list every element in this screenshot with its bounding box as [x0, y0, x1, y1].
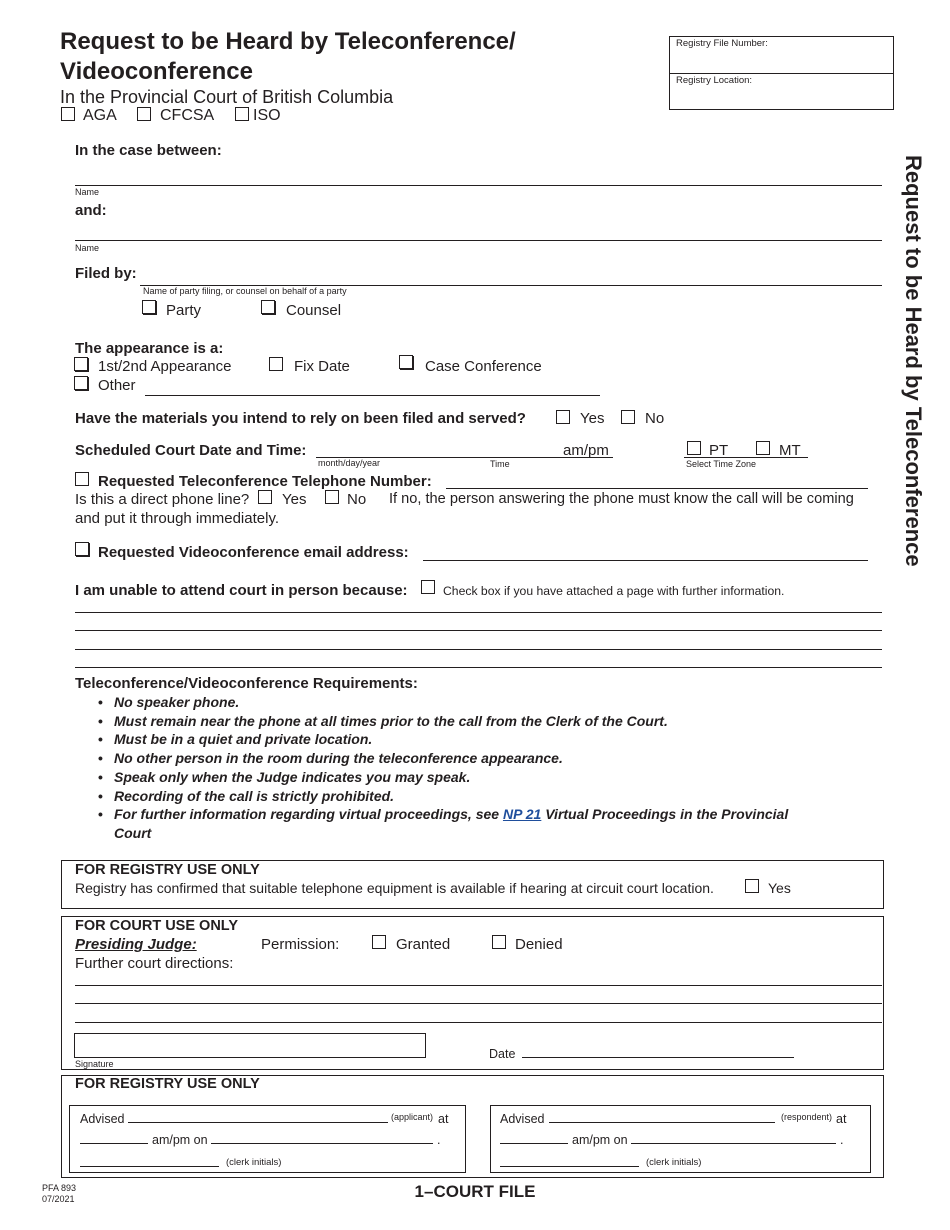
- party2-name-line[interactable]: [75, 240, 882, 241]
- respondent-time-line[interactable]: [500, 1143, 568, 1144]
- denied-label: Denied: [515, 936, 563, 953]
- applicant-time-line[interactable]: [80, 1143, 148, 1144]
- requirement-item: • Must be in a quiet and private location.: [98, 730, 868, 749]
- respondent-caption: (respondent): [781, 1112, 833, 1122]
- materials-yes-label: Yes: [580, 410, 605, 427]
- mt-checkbox[interactable]: [756, 441, 770, 455]
- permission-label: Permission:: [261, 936, 340, 953]
- granted-checkbox[interactable]: [372, 935, 386, 949]
- other-checkbox[interactable]: [74, 376, 88, 390]
- applicant-date-line[interactable]: [211, 1143, 433, 1144]
- respondent-at-label: at: [836, 1112, 847, 1126]
- np21-link[interactable]: NP 21: [502, 806, 542, 823]
- materials-yes-checkbox[interactable]: [556, 410, 570, 424]
- iso-label: ISO: [253, 107, 281, 124]
- pt-checkbox[interactable]: [687, 441, 701, 455]
- other-specify-line[interactable]: [145, 395, 600, 396]
- signature-box[interactable]: [74, 1033, 426, 1058]
- applicant-ampm-label: am/pm on: [152, 1133, 208, 1147]
- videoconference-checkbox[interactable]: [75, 542, 89, 556]
- requirement-item: • Speak only when the Judge indicates you may speak.: [98, 768, 868, 787]
- iso-checkbox[interactable]: [235, 107, 249, 121]
- further-info-prefix: For further information regarding virtual proceedings, see: [114, 806, 503, 823]
- unable-label: I am unable to attend court in person because:: [75, 582, 408, 599]
- applicant-advised-label: Advised: [80, 1112, 125, 1126]
- further-directions-label: Further court directions:: [75, 955, 234, 972]
- applicant-clerk-caption: (clerk initials): [226, 1157, 282, 1168]
- time-zone-caption: Select Time Zone: [686, 459, 757, 469]
- further-info-suffix-line2: Court: [114, 824, 152, 841]
- filed-by-caption: Name of party filing, or counsel on behalf of a party: [143, 286, 347, 296]
- directions-line[interactable]: [75, 1022, 882, 1023]
- telephone-number-line[interactable]: [446, 488, 868, 489]
- respondent-date-line[interactable]: [631, 1143, 836, 1144]
- court-use-title: FOR COURT USE ONLY: [75, 918, 239, 934]
- case-conference-label: Case Conference: [425, 358, 542, 375]
- fix-date-label: Fix Date: [294, 358, 350, 375]
- materials-no-checkbox[interactable]: [621, 410, 635, 424]
- further-info-suffix: Virtual Proceedings in the Provincial: [541, 806, 789, 823]
- respondent-name-line[interactable]: [549, 1122, 775, 1123]
- reason-line[interactable]: [75, 612, 882, 613]
- cfcsa-label: CFCSA: [160, 107, 215, 124]
- requirement-item-further-info: [98, 805, 868, 842]
- registry-equipment-yes-checkbox[interactable]: [745, 879, 759, 893]
- respondent-period: .: [840, 1133, 844, 1147]
- respondent-advised-label: Advised: [500, 1112, 545, 1126]
- side-title-text: Request to be Heard by Teleconference: [901, 155, 926, 567]
- materials-no-label: No: [645, 410, 665, 427]
- registry-location-label: Registry Location:: [676, 75, 753, 86]
- copy-designation: 1–COURT FILE: [414, 1182, 536, 1201]
- registry-equipment-text: Registry has confirmed that suitable telephone equipment is available if hearing at circuit court location.: [75, 880, 714, 896]
- materials-question: Have the materials you intend to rely on been filed and served?: [75, 410, 526, 427]
- judge-date-line[interactable]: [522, 1057, 794, 1058]
- reason-line[interactable]: [75, 667, 882, 668]
- direct-line-question: Is this a direct phone line?: [75, 491, 250, 508]
- first-appearance-checkbox[interactable]: [74, 357, 88, 371]
- direct-no-checkbox[interactable]: [325, 490, 339, 504]
- ampm-label: am/pm: [563, 442, 609, 459]
- direct-line-note-line1: If no, the person answering the phone must know the call will be coming: [389, 491, 854, 507]
- teleconference-checkbox[interactable]: [75, 472, 89, 486]
- requirements-title: Teleconference/Videoconference Requirements:: [75, 675, 418, 692]
- counsel-checkbox[interactable]: [261, 300, 275, 314]
- case-conference-checkbox[interactable]: [399, 355, 413, 369]
- presiding-judge-label: Presiding Judge:: [75, 936, 197, 953]
- applicant-at-label: at: [438, 1112, 449, 1126]
- court-time-caption: Time: [490, 459, 510, 469]
- directions-line[interactable]: [75, 1003, 882, 1004]
- party1-name-line[interactable]: [75, 185, 882, 186]
- aga-checkbox[interactable]: [61, 107, 75, 121]
- form-code: PFA 893: [42, 1183, 77, 1193]
- attached-page-note: Check box if you have attached a page with further information.: [443, 584, 785, 598]
- form-date: 07/2021: [42, 1194, 75, 1204]
- requirements-list: [98, 693, 868, 843]
- date-label: Date: [489, 1047, 516, 1061]
- side-title: [896, 155, 926, 625]
- respondent-ampm-label: am/pm on: [572, 1133, 628, 1147]
- first-appearance-label: 1st/2nd Appearance: [98, 358, 232, 375]
- reason-line[interactable]: [75, 649, 882, 650]
- appearance-label: The appearance is a:: [75, 340, 224, 357]
- applicant-period: .: [437, 1133, 441, 1147]
- fix-date-checkbox[interactable]: [269, 357, 283, 371]
- registry-use-title-2: FOR REGISTRY USE ONLY: [75, 1076, 260, 1092]
- direct-line-note-line2: and put it through immediately.: [75, 510, 280, 527]
- party2-name-caption: Name: [75, 243, 100, 253]
- pt-label: PT: [709, 442, 729, 459]
- case-between-label: In the case between:: [75, 142, 222, 159]
- other-label: Other: [98, 377, 136, 394]
- applicant-initials-line[interactable]: [80, 1166, 219, 1167]
- registry-file-number-label: Registry File Number:: [676, 38, 768, 49]
- counsel-label: Counsel: [286, 302, 342, 319]
- requirement-item: • No other person in the room during the teleconference appearance.: [98, 749, 868, 768]
- applicant-caption: (applicant): [391, 1112, 434, 1122]
- party-label: Party: [166, 302, 202, 319]
- form-title-line2: Videoconference: [60, 58, 253, 85]
- requirement-item: • Must remain near the phone at all times prior to the call from the Clerk of the Court.: [98, 712, 868, 731]
- reason-line[interactable]: [75, 630, 882, 631]
- direct-no-label: No: [347, 491, 367, 508]
- form-title-line1: Request to be Heard by Teleconference/: [60, 28, 516, 55]
- aga-label: AGA: [83, 107, 117, 124]
- cfcsa-checkbox[interactable]: [137, 107, 151, 121]
- requirement-item: • Recording of the call is strictly prohibited.: [98, 787, 868, 806]
- signature-caption: Signature: [75, 1059, 114, 1069]
- granted-label: Granted: [396, 936, 451, 953]
- mt-label: MT: [779, 442, 801, 459]
- party1-name-caption: Name: [75, 187, 100, 197]
- teleconference-label: Requested Teleconference Telephone Number:: [98, 473, 432, 490]
- attached-page-checkbox[interactable]: [421, 580, 435, 594]
- court-date-caption: month/day/year: [318, 458, 381, 468]
- and-label: and:: [75, 202, 107, 219]
- scheduled-label: Scheduled Court Date and Time:: [75, 442, 307, 459]
- form-subtitle: In the Provincial Court of British Columbia: [60, 87, 394, 107]
- respondent-clerk-caption: (clerk initials): [646, 1157, 702, 1168]
- party-checkbox[interactable]: [142, 300, 156, 314]
- videoconference-label: Requested Videoconference email address:: [98, 544, 409, 561]
- directions-line[interactable]: [75, 985, 882, 986]
- direct-yes-checkbox[interactable]: [258, 490, 272, 504]
- registry-equipment-yes-label: Yes: [768, 880, 791, 896]
- registry-use-title-1: FOR REGISTRY USE ONLY: [75, 862, 260, 878]
- direct-yes-label: Yes: [282, 491, 307, 508]
- email-address-line[interactable]: [423, 560, 868, 561]
- denied-checkbox[interactable]: [492, 935, 506, 949]
- respondent-initials-line[interactable]: [500, 1166, 639, 1167]
- applicant-name-line[interactable]: [128, 1122, 388, 1123]
- requirement-item: • No speaker phone.: [98, 693, 868, 712]
- filed-by-label: Filed by:: [75, 265, 137, 282]
